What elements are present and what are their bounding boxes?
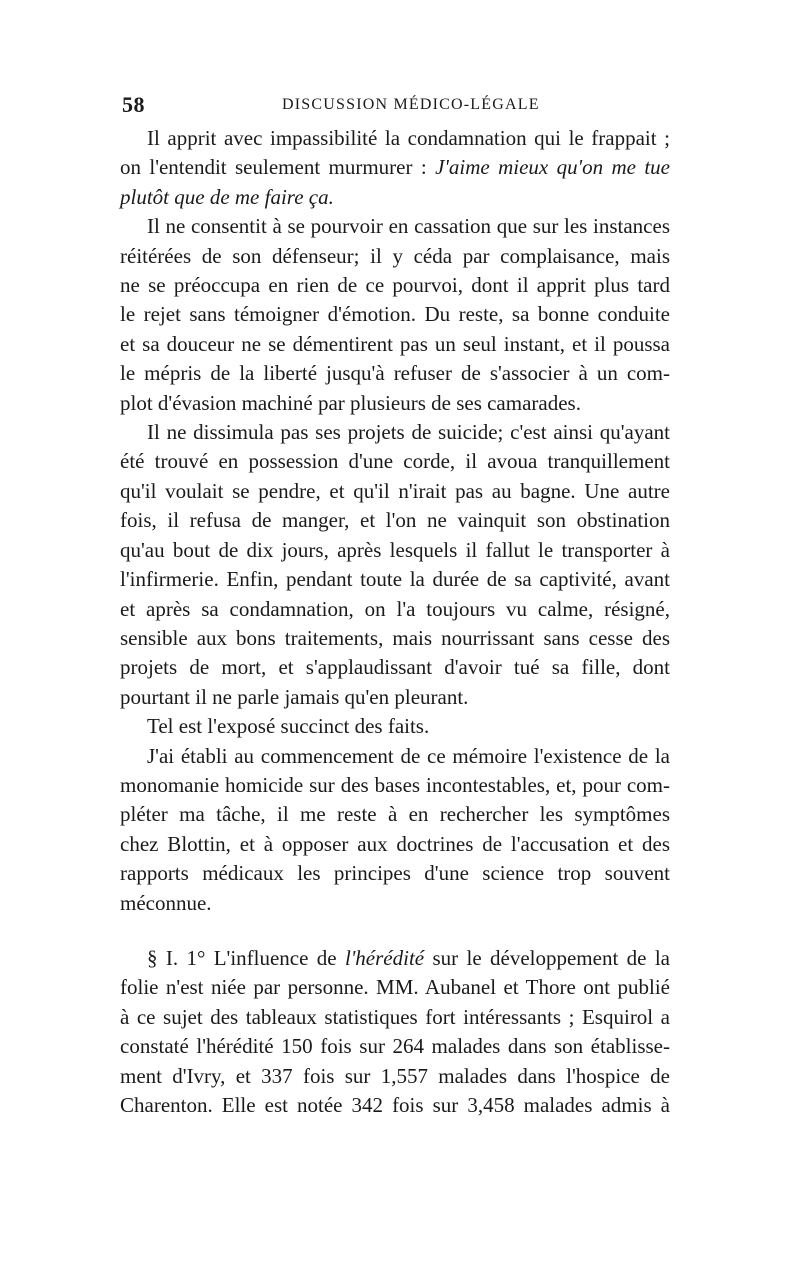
text-line: folie n'est niée par personne. MM. Aubanel et Thore ont publié — [120, 975, 670, 1000]
text-line: constaté l'hérédité 150 fois sur 264 malades dans son établisse- — [120, 1034, 670, 1059]
text-line: plot d'évasion machiné par plusieurs de ses camarades. — [120, 390, 581, 415]
text-line: pourtant il ne parle jamais qu'en pleurant. — [120, 684, 469, 709]
text-line — [120, 153, 670, 182]
text-line: le rejet sans témoigner d'émotion. Du reste, sa bonne conduite — [120, 302, 670, 327]
text-line: chez Blottin, et à opposer aux doctrines de l'accusation et des — [120, 831, 670, 856]
text-line: monomanie homicide sur des bases incontestables, et, pour com- — [120, 772, 670, 797]
page-header — [122, 92, 667, 118]
text-line: Charenton. Elle est notée 342 fois sur 3,458 malades admis à — [120, 1093, 670, 1117]
section-prefix: § I. 1° L'influence de — [147, 945, 345, 970]
running-head: DISCUSSION MÉDICO-LÉGALE — [282, 96, 540, 113]
section-heading-line — [120, 944, 670, 973]
text-line: été trouvé en possession d'une corde, il avoua tranquillement — [120, 449, 670, 474]
text-line: pléter ma tâche, il me reste à en rechercher les symptômes — [120, 802, 670, 827]
text-line — [120, 183, 670, 212]
body-text — [120, 124, 670, 1120]
paragraph-4 — [120, 712, 670, 741]
quote-italic-end: plutôt que de me faire ça. — [120, 184, 334, 209]
text-line: J'ai établi au commencement de ce mémoire l'existence de la — [147, 743, 670, 768]
text-line: sensible aux bons traitements, mais nourrissant sans cesse des — [120, 625, 670, 650]
paragraph-3 — [120, 418, 670, 712]
section-1 — [120, 944, 670, 1120]
text-line: à ce sujet des tableaux statistiques fort intéressants ; Esquirol a — [120, 1004, 670, 1029]
text-line: qu'il voulait se pendre, et qu'il n'irait pas au bagne. Une autre — [120, 478, 670, 503]
quote-italic: J'aime mieux qu'on me tue — [435, 155, 670, 180]
heredity-term: l'hérédité — [344, 945, 425, 970]
text-line: projets de mort, et s'applaudissant d'avoir tué sa fille, dont — [120, 655, 670, 680]
text-line: Il ne dissimula pas ses projets de suicide; c'est ainsi qu'ayant — [147, 420, 670, 445]
text-line: Tel est l'exposé succinct des faits. — [147, 714, 430, 739]
paragraph-1 — [120, 124, 670, 212]
text-line: l'infirmerie. Enfin, pendant toute la durée de sa captivité, avant — [120, 567, 670, 592]
paragraph-2 — [120, 212, 670, 418]
text-line: Il ne consentit à se pourvoir en cassation que sur les instances — [147, 214, 670, 239]
text-line: méconnue. — [120, 890, 212, 915]
text-line: rapports médicaux les principes d'une science trop souvent — [120, 861, 670, 886]
text-line: ment d'Ivry, et 337 fois sur 1,557 malades dans l'hospice de — [120, 1063, 670, 1088]
text-line: Il apprit avec impassibilité la condamnation qui le frappait ; — [147, 126, 670, 150]
text-line: et après sa condamnation, on l'a toujours vu calme, résigné, — [120, 596, 670, 621]
text-line-part: on l'entendit seulement murmurer : — [120, 155, 436, 180]
text-line: réitérées de son défenseur; il y céda par complaisance, mais — [120, 243, 670, 268]
text-line: le mépris de la liberté jusqu'à refuser de s'associer à un com- — [120, 361, 670, 386]
text-line: ne se préoccupa en rien de ce pourvoi, dont il apprit plus tard — [120, 273, 670, 298]
text-line: qu'au bout de dix jours, après lesquels il fallut le transporter à — [120, 537, 670, 562]
text-line: et sa douceur ne se démentirent pas un seul instant, et il poussa — [120, 331, 670, 356]
paragraph-5 — [120, 742, 670, 918]
section-suffix: sur le développement de la — [424, 945, 670, 970]
page-number: 58 — [122, 92, 145, 117]
text-line: fois, il refusa de manger, et l'on ne vainquit son obstination — [120, 508, 670, 533]
